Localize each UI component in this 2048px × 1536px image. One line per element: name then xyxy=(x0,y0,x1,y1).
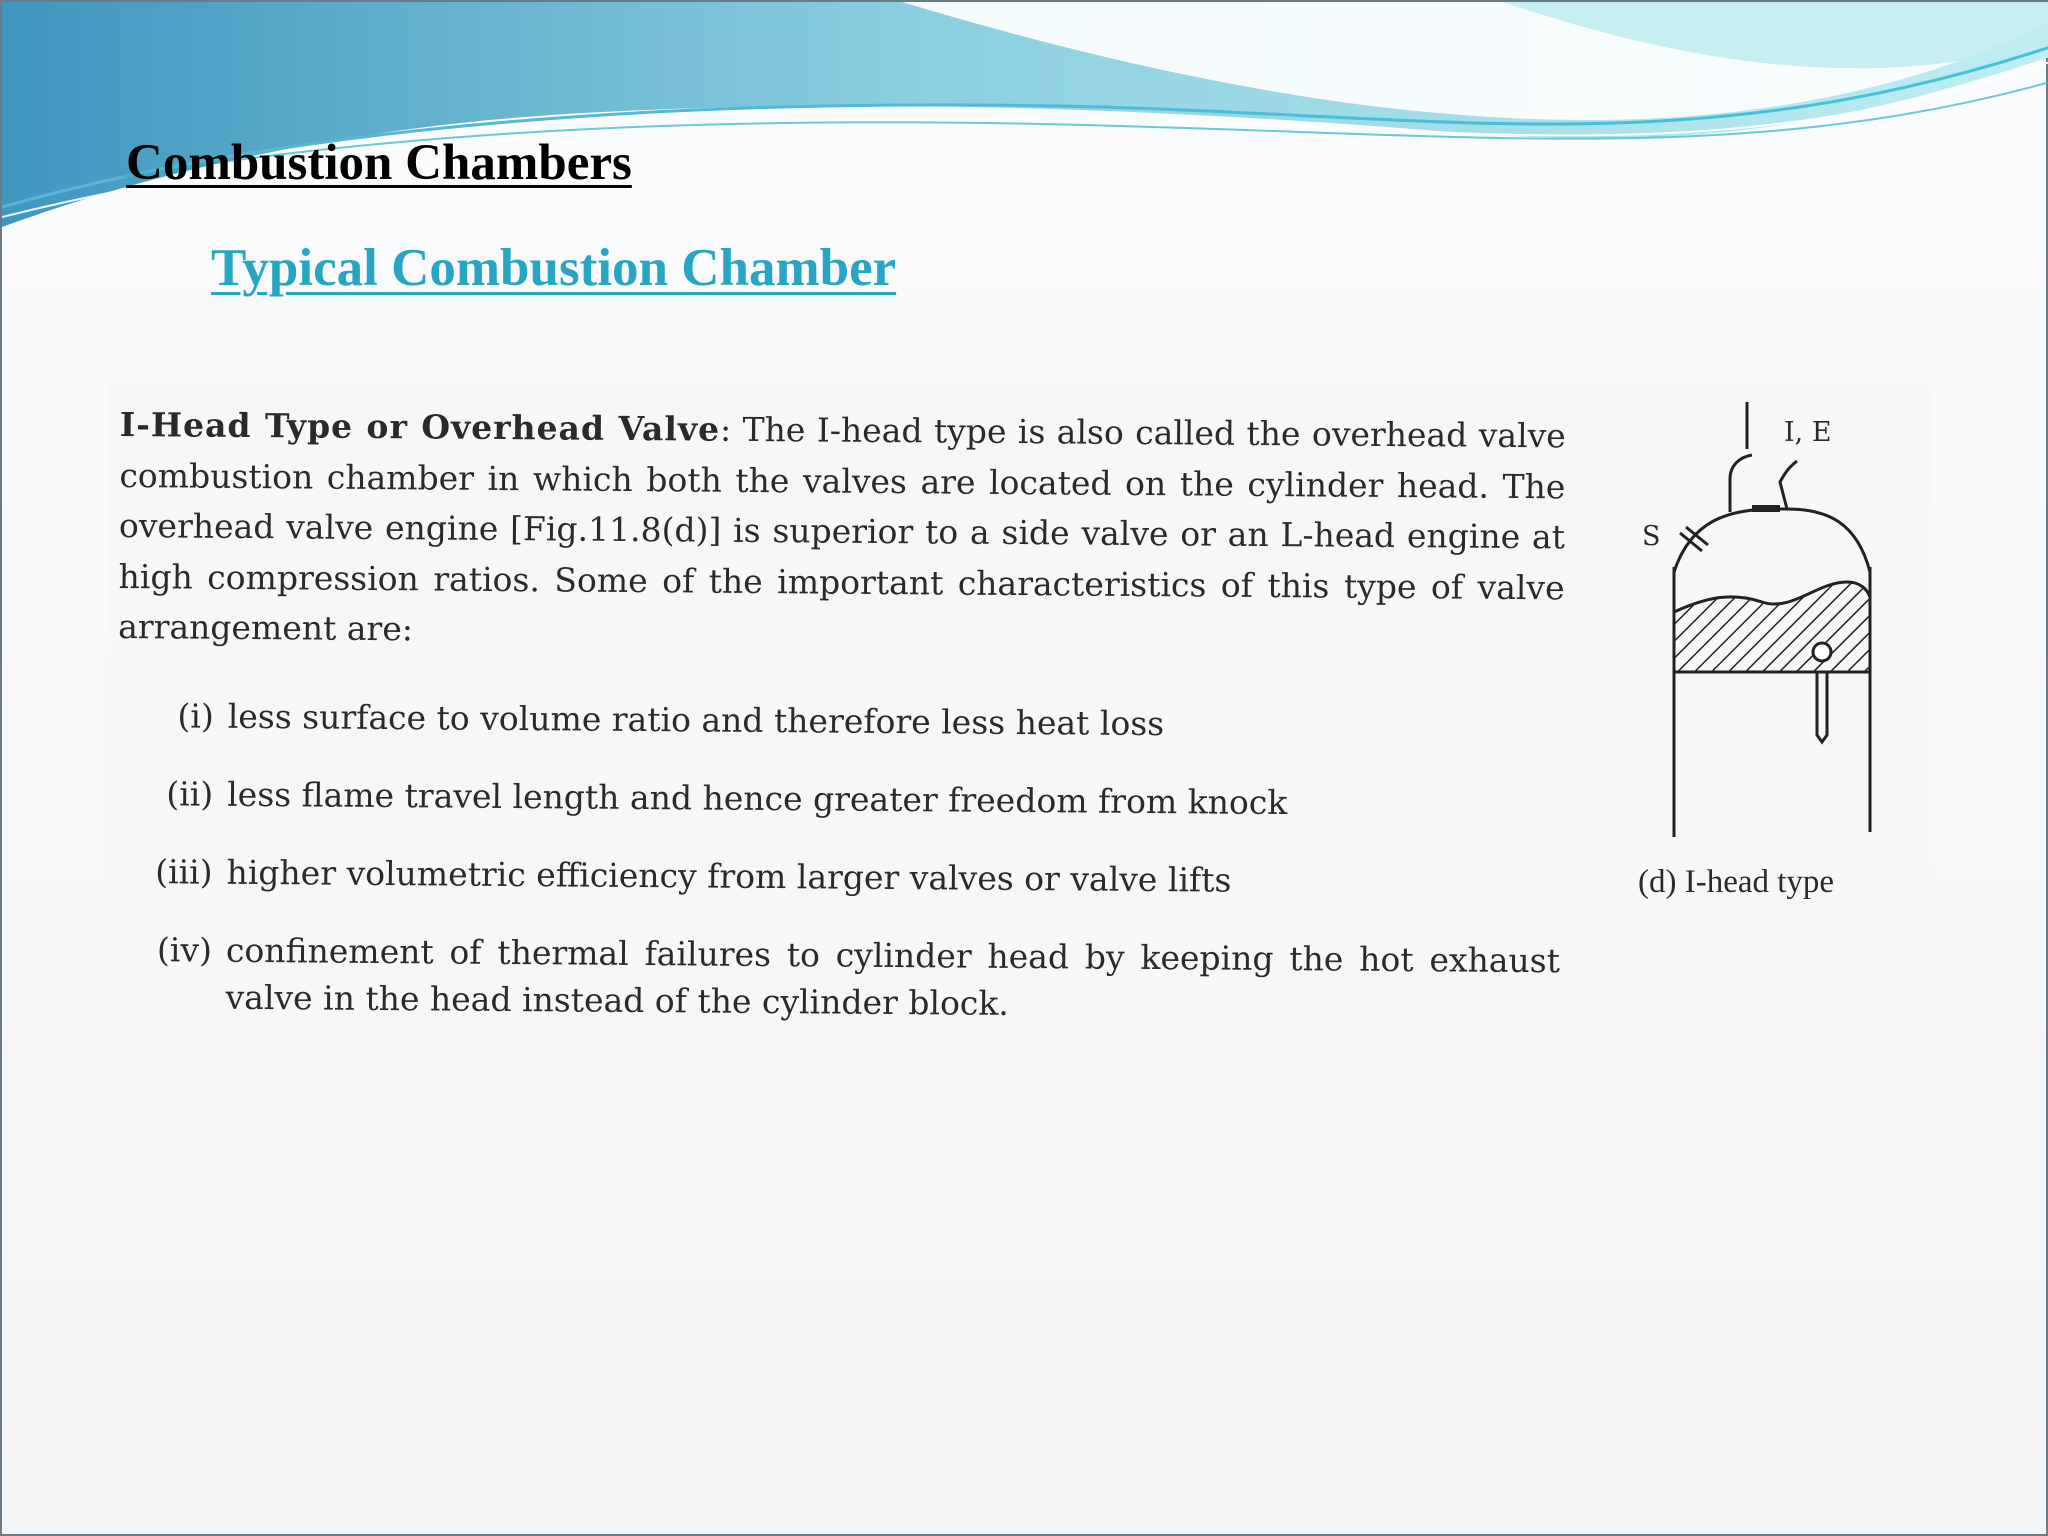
section-heading: I-Head Type or Overhead Valve xyxy=(119,404,721,449)
piston xyxy=(1674,582,1870,672)
figure-caption: (d) I-head type xyxy=(1638,864,1835,900)
list-item-text: less flame travel length and hence greater freedom from knock xyxy=(227,774,1288,823)
i-head-engine-diagram xyxy=(1612,397,1912,917)
wrist-pin xyxy=(1813,643,1831,661)
characteristics-list xyxy=(129,692,1562,1062)
list-item-text: higher volumetric efficiency from larger valves or valve lifts xyxy=(226,852,1232,900)
list-item-number: (i) xyxy=(177,696,214,736)
list-item-text: less surface to volume ratio and therefore less heat loss xyxy=(227,696,1165,744)
list-item-number: (iii) xyxy=(155,852,213,892)
list-item xyxy=(132,692,1562,750)
list-item xyxy=(129,926,1560,1031)
list-item xyxy=(130,848,1560,906)
slide-subtitle: Typical Combustion Chamber xyxy=(211,239,897,297)
intro-paragraph xyxy=(118,400,1566,664)
paragraph-body: : The I-head type is also called the overhead valve combustion chamber in which both the valves are located on the cylinder head. The overhead valve engine [Fig.11.8(d)] is superior to a side valve or an L-head engine at high compression ratios. Some of the important characteristics of this type of valve arrangement are: xyxy=(118,409,1566,649)
list-item-number: (ii) xyxy=(166,774,214,814)
intake-exhaust-label: I, E xyxy=(1784,417,1832,448)
header-wave-decoration xyxy=(2,2,2048,242)
connecting-rod xyxy=(1817,672,1827,742)
list-item-number: (iv) xyxy=(156,930,213,970)
valve-head xyxy=(1752,505,1780,512)
list-item-text: confinement of thermal failures to cylinder head by keeping the hot exhaust valve in the head instead of the cylinder block. xyxy=(225,930,1561,1023)
slide-title: Combustion Chambers xyxy=(126,135,632,191)
list-item xyxy=(131,770,1561,828)
spark-plug-label: S xyxy=(1642,521,1661,552)
